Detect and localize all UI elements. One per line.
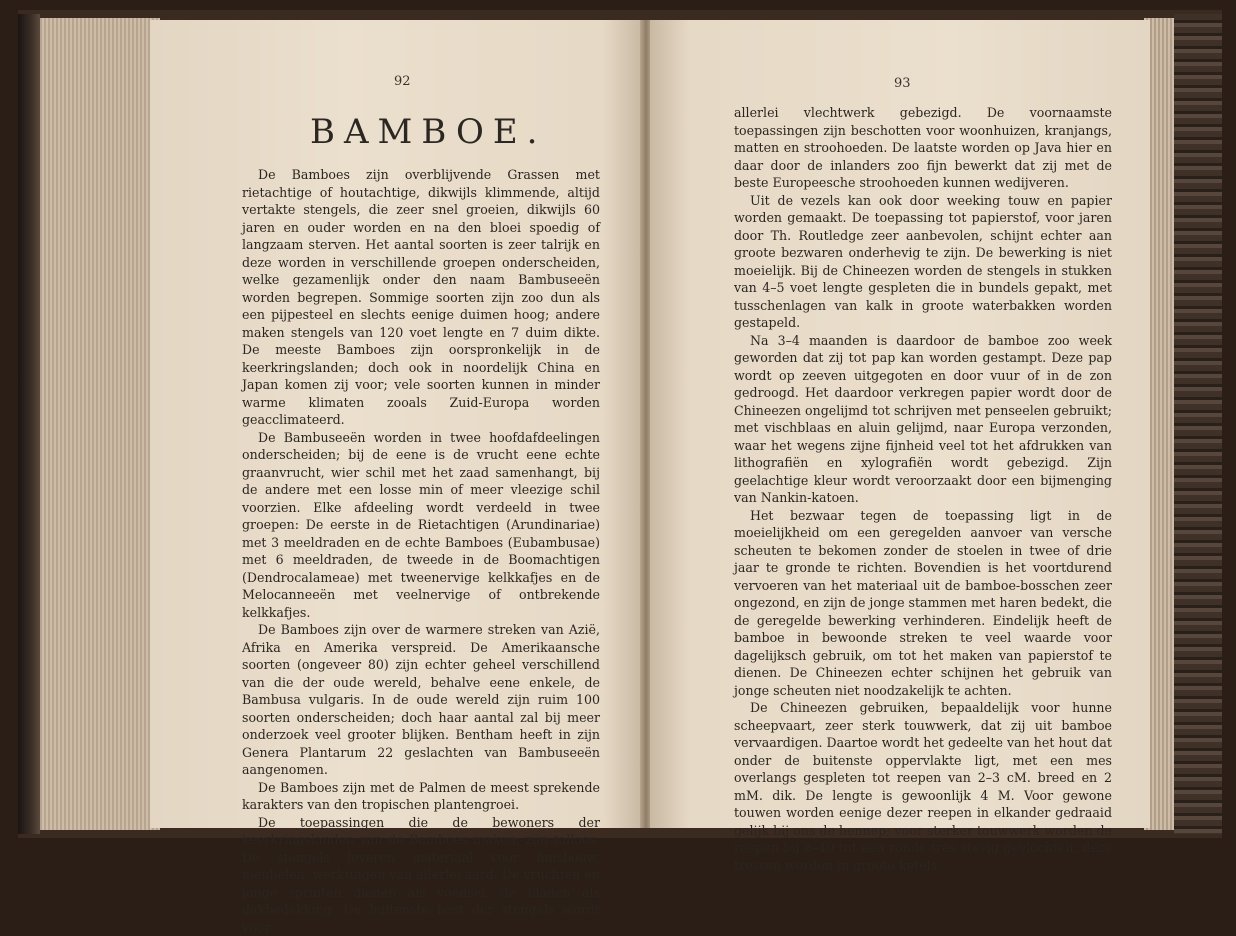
paragraph: De Bamboes zijn overblijvende Grassen met rietachtige of houtachtige, dikwijls klimmende, altijd vertakte stengels, die zeer snel groeien, dikwijls 60 jaren en ouder worden en na den bloei spoedig of langzaam sterven. Het aantal soorten is zeer talrijk en deze worden in verschillende groepen onderscheiden, welke gezamenlijk onder den naam Bambuseeën worden begrepen. Sommige soorten zijn zoo dun als een pijpesteel en slechts eenige duimen hoog; andere maken stengels van 120 voet lengte en 7 duim dikte. De meeste Bamboes zijn oorspronkelijk in de keerkringslanden; doch ook in noordelijk China en Japan komen zij voor; vele soorten kunnen in minder warme klimaten zooals Zuid-Europa worden geacclimateerd.	[242, 166, 600, 429]
paragraph: De Bamboes zijn over de warmere streken van Azië, Afrika en Amerika verspreid. De Amerikaansche soorten (ongeveer 80) zijn echter geheel verschillend van die der oude wereld, behalve eene enkele, de Bambusa vulgaris. In de oude wereld zijn ruim 100 soorten onderscheiden; doch haar aantal zal bij meer onderzoek veel grooter blijken. Bentham heeft in zijn Genera Plantarum 22 geslachten van Bambuseeën aangenomen.	[242, 621, 600, 779]
page-stack-left	[40, 18, 160, 830]
paragraph: De Bamboes zijn met de Palmen de meest sprekende karakters van den tropischen plantengroei.	[242, 779, 600, 814]
left-page	[150, 20, 642, 828]
paragraph: Uit de vezels kan ook door weeking touw en papier worden gemaakt. De toepassing tot papierstof, voor jaren door Th. Routledge zeer aanbevolen, schijnt echter aan groote bezwaren onderhevig te zijn. De bewerking is niet moeielijk. Bij de Chineezen worden de stengels in stukken van 4–5 voet lengte gespleten die in bundels gepakt, met tusschenlagen van kalk in groote waterbakken worden gestapeld.	[734, 192, 1112, 332]
paragraph: Het bezwaar tegen de toepassing ligt in de moeielijkheid om een geregelden aanvoer van versche scheuten te bekomen zonder de stoelen in twee of drie jaar te gronde te richten. Bovendien is het voortdurend vervoeren van het materiaal uit de bamboe-bosschen zeer ongezond, en zijn de jonge stammen met haren bedekt, die de geregelde bewerking verhinderen. Eindelijk heeft de bamboe in bewoonde streken te veel waarde voor dagelijksch gebruik, om tot het maken van papierstof te dienen. De Chineezen echter schijnen het gebruik van jonge scheuten niet noodzakelijk te achten.	[734, 507, 1112, 700]
paragraph: De toepassingen die de bewoners der keerkringslanden van de Bamboes maken, zijn talloos. De stengels leveren materiaal voor huisbouw, meubelen, werktuigen van allerlei aard. De vruchten en jonge spruiten dienen als voedsel, de bladen als dakbedekking. De buitenste bast der stengels wordt voor	[242, 814, 600, 936]
page-number: 92	[394, 74, 411, 89]
book-cover-right-edge	[1174, 14, 1222, 834]
book-cover-left-edge	[18, 14, 40, 834]
paragraph: allerlei vlechtwerk gebezigd. De voornaamste toepassingen zijn beschotten voor woonhuizen, kranjangs, matten en stroohoeden. De laatste worden op Java hier en daar door de inlanders zoo fijn bewerkt dat zij met de beste Europeesche stroohoeden kunnen wedijveren.	[734, 104, 1112, 192]
paragraph: De Chineezen gebruiken, bepaaldelijk voor hunne scheepvaart, zeer sterk touwwerk, dat zij uit bamboe vervaardigen. Daartoe wordt het gedeelte van het hout dat onder de buitenste oppervlakte ligt, met een mes overlangs gespleten tot reepen van 2–3 cM. breed en 2 mM. dik. De lengte is gewoonlijk 4 M. Voor gewone touwen worden eenige dezer reepen in elkander gedraaid gelijk bij ons de hennep; voor sterker touwwerk worden de reepen bij 8–40 tot een ronde tres stevig gevlochten; deze tressen worden in groote ketels	[734, 699, 1112, 874]
paragraph: Na 3–4 maanden is daardoor de bamboe zoo week geworden dat zij tot pap kan worden gestampt. Deze pap wordt op zeeven uitgegoten en door vuur of in de zon gedroogd. Het daardoor verkregen papier wordt door de Chineezen ongelijmd tot schrijven met penseelen gebruikt; met vischblaas en aluin gelijmd, naar Europa verzonden, waar het wegens zijne fijnheid veel tot het afdrukken van lithografiën en xylografiën wordt gebezigd. Zijn geelachtige kleur wordt veroorzaakt door een bijmenging van Nankin-katoen.	[734, 332, 1112, 507]
page-body	[734, 104, 1112, 874]
chapter-title: BAMBOE.	[310, 112, 546, 152]
page-body	[242, 166, 600, 936]
paragraph: De Bambuseeën worden in twee hoofdafdeelingen onderscheiden; bij de eene is de vrucht eene echte graanvrucht, wier schil met het zaad samenhangt, bij de andere met een losse min of meer vleezige schil voorzien. Elke afdeeling wordt verdeeld in twee groepen: De eerste in de Rietachtigen (Arundinariae) met 3 meeldraden en de echte Bamboes (Eubambusae) met 6 meeldraden, de tweede in de Boomachtigen (Dendrocalameae) met tweenervige kelkkafjes en de Melocanneeën met veelnervige of ontbrekende kelkkafjes.	[242, 429, 600, 622]
right-page	[650, 20, 1150, 828]
page-number: 93	[894, 76, 911, 91]
